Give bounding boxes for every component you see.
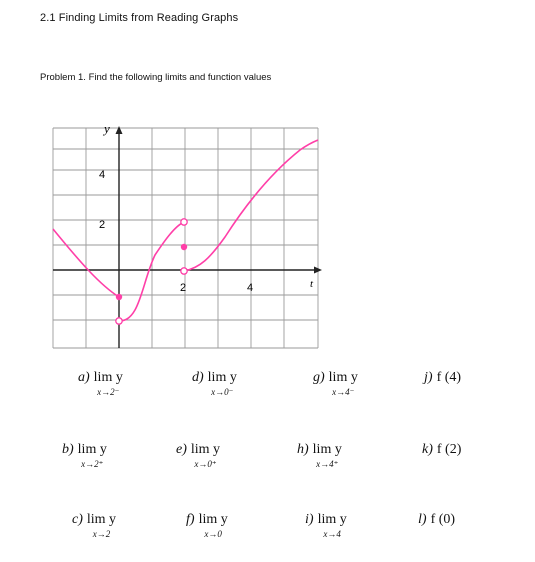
item-k: k) f (2): [422, 442, 462, 457]
item-l: l) f (0): [418, 512, 456, 527]
open-point-3: [181, 268, 187, 274]
open-point-2: [181, 219, 187, 225]
x-tick-label-4: 4: [247, 282, 254, 294]
closed-point-2: [181, 244, 187, 250]
item-i: i) lim y x→4: [305, 512, 347, 539]
item-g: g) lim y x→4⁻: [313, 370, 358, 397]
y-axis-label: y: [104, 121, 110, 136]
item-e: e) lim y x→0⁺: [176, 442, 221, 469]
graph-grid: [53, 128, 318, 348]
item-d: d) lim y x→0⁻: [192, 370, 237, 397]
graph-axes: [53, 126, 322, 348]
item-c: c) lim y x→2: [72, 512, 117, 539]
page-title: 2.1 Finding Limits from Reading Graphs: [40, 12, 239, 24]
curve-segment-2: [119, 222, 187, 321]
item-f: f) lim y x→0: [186, 512, 228, 539]
x-axis-label: t: [310, 278, 314, 290]
item-j: j) f (4): [424, 370, 462, 385]
y-tick-label-4: 4: [99, 169, 106, 181]
item-a: a) lim y x→2⁻: [78, 370, 123, 397]
item-b: b) lim y x→2⁺: [62, 442, 107, 469]
closed-point-1: [116, 294, 122, 300]
open-point-1: [116, 318, 122, 324]
x-tick-label-2: 2: [180, 282, 187, 294]
item-h: h) lim y x→4⁺: [297, 442, 342, 469]
graph-points: [116, 219, 187, 324]
y-tick-label-2: 2: [99, 219, 106, 231]
problem-statement: Problem 1. Find the following limits and function values: [40, 72, 272, 83]
